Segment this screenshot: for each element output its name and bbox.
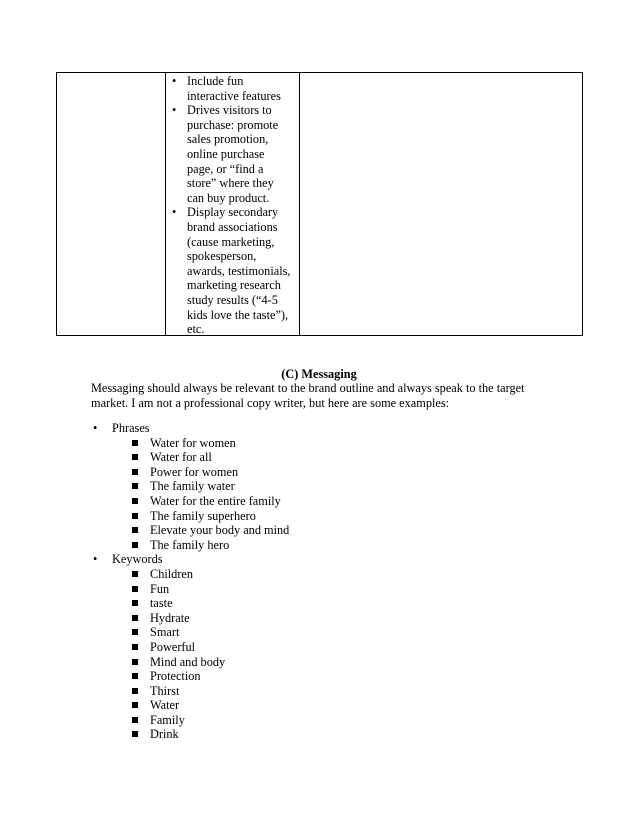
list-item (91, 567, 561, 582)
list-item-text: Water for all (150, 450, 212, 465)
square-bullet-icon (132, 615, 138, 621)
table-column-divider (582, 72, 583, 336)
keywords-list (91, 567, 561, 742)
list-item-text: Water for the entire family (150, 493, 281, 508)
list-item-text: Protection (150, 669, 201, 684)
list-item-text: Power for women (150, 464, 239, 479)
square-bullet-icon (132, 702, 138, 708)
bullet-dot-icon: • (172, 103, 177, 118)
list-item (91, 727, 561, 742)
bullet-line: marketing research (187, 278, 281, 293)
table-top-border (56, 72, 582, 73)
square-bullet-icon (132, 644, 138, 650)
list-item (91, 582, 561, 597)
paragraph-line: market. I am not a professional copy writer, but here are some examples: (91, 395, 450, 410)
list-item (91, 611, 561, 626)
list-item-text: Hydrate (150, 610, 190, 625)
paragraph-line: Messaging should always be relevant to the brand outline and always speak to the target (91, 381, 525, 395)
list-item (91, 684, 561, 699)
square-bullet-icon (132, 629, 138, 635)
square-bullet-icon (132, 731, 138, 737)
bullet-line: sales promotion, (187, 132, 269, 147)
list-item (91, 465, 561, 480)
list-item-text: Thirst (150, 683, 180, 698)
phrases-list (91, 436, 561, 553)
bullet-line: online purchase (187, 146, 265, 161)
square-bullet-icon (132, 469, 138, 475)
list-item-text: Smart (150, 625, 180, 640)
bullet-dot-icon: • (93, 552, 98, 567)
bullet-line: store” where they (187, 176, 274, 191)
list-item-text: The family superhero (150, 508, 256, 523)
list-item-text: Mind and body (150, 654, 226, 669)
list-item-text: The family hero (150, 537, 230, 552)
list-item (91, 625, 561, 640)
bullet-dot-icon: • (172, 205, 177, 220)
list-item-text: Elevate your body and mind (150, 523, 290, 538)
bullet-line: can buy product. (187, 190, 270, 205)
table-bullet-item (166, 74, 302, 103)
bullet-line: etc. (187, 322, 205, 337)
group-keywords (91, 552, 561, 567)
square-bullet-icon (132, 688, 138, 694)
table-cell-features (166, 74, 302, 337)
square-bullet-icon (132, 513, 138, 519)
group-label: Phrases (112, 421, 150, 435)
square-bullet-icon (132, 673, 138, 679)
bullet-dot-icon: • (93, 421, 98, 435)
square-bullet-icon (132, 440, 138, 446)
list-item (91, 655, 561, 670)
square-bullet-icon (132, 498, 138, 504)
list-item-text: Powerful (150, 639, 196, 654)
list-item-text: Children (150, 566, 194, 581)
list-item-text: Family (150, 712, 185, 727)
list-item (91, 713, 561, 728)
square-bullet-icon (132, 454, 138, 460)
bullet-line: Display secondary (187, 205, 279, 220)
table-bullet-item (166, 205, 302, 336)
group-phrases (91, 421, 561, 436)
bullet-line: interactive features (187, 88, 281, 103)
list-item (91, 494, 561, 509)
bullet-line: kids love the taste”), (187, 307, 289, 322)
square-bullet-icon (132, 600, 138, 606)
list-item (91, 509, 561, 524)
list-item (91, 596, 561, 611)
square-bullet-icon (132, 586, 138, 592)
table-bullet-item (166, 103, 302, 205)
examples-list (91, 421, 561, 742)
square-bullet-icon (132, 717, 138, 723)
list-item-text: Water (150, 698, 180, 713)
bullet-line: spokesperson, (187, 249, 257, 264)
bullet-line: Drives visitors to (187, 103, 272, 118)
bullet-line: (cause marketing, (187, 234, 275, 249)
square-bullet-icon (132, 571, 138, 577)
group-label: Keywords (112, 552, 163, 567)
square-bullet-icon (132, 527, 138, 533)
square-bullet-icon (132, 542, 138, 548)
square-bullet-icon (132, 483, 138, 489)
section-heading: (C) Messaging (281, 367, 357, 381)
list-item (91, 479, 561, 494)
bullet-dot-icon: • (172, 74, 177, 88)
list-item (91, 669, 561, 684)
list-item-text: Drink (150, 727, 179, 742)
bullet-line: purchase: promote (187, 117, 279, 132)
table-bottom-border (56, 335, 582, 336)
feature-table (56, 72, 582, 336)
square-bullet-icon (132, 659, 138, 665)
bullet-line: brand associations (187, 219, 278, 234)
list-item (91, 450, 561, 465)
list-item-text: Fun (150, 581, 170, 596)
list-item (91, 523, 561, 538)
list-item (91, 698, 561, 713)
bullet-line: awards, testimonials, (187, 263, 291, 278)
list-item-text: The family water (150, 479, 235, 494)
bullet-line: Include fun (187, 74, 244, 88)
list-item (91, 538, 561, 553)
messaging-paragraph (91, 381, 561, 410)
table-column-divider (56, 72, 57, 336)
list-item (91, 640, 561, 655)
list-item (91, 436, 561, 451)
list-item-text: taste (150, 596, 173, 611)
list-item-text: Water for women (150, 435, 236, 450)
bullet-line: study results (“4-5 (187, 292, 278, 307)
bullet-line: page, or “find a (187, 161, 264, 176)
